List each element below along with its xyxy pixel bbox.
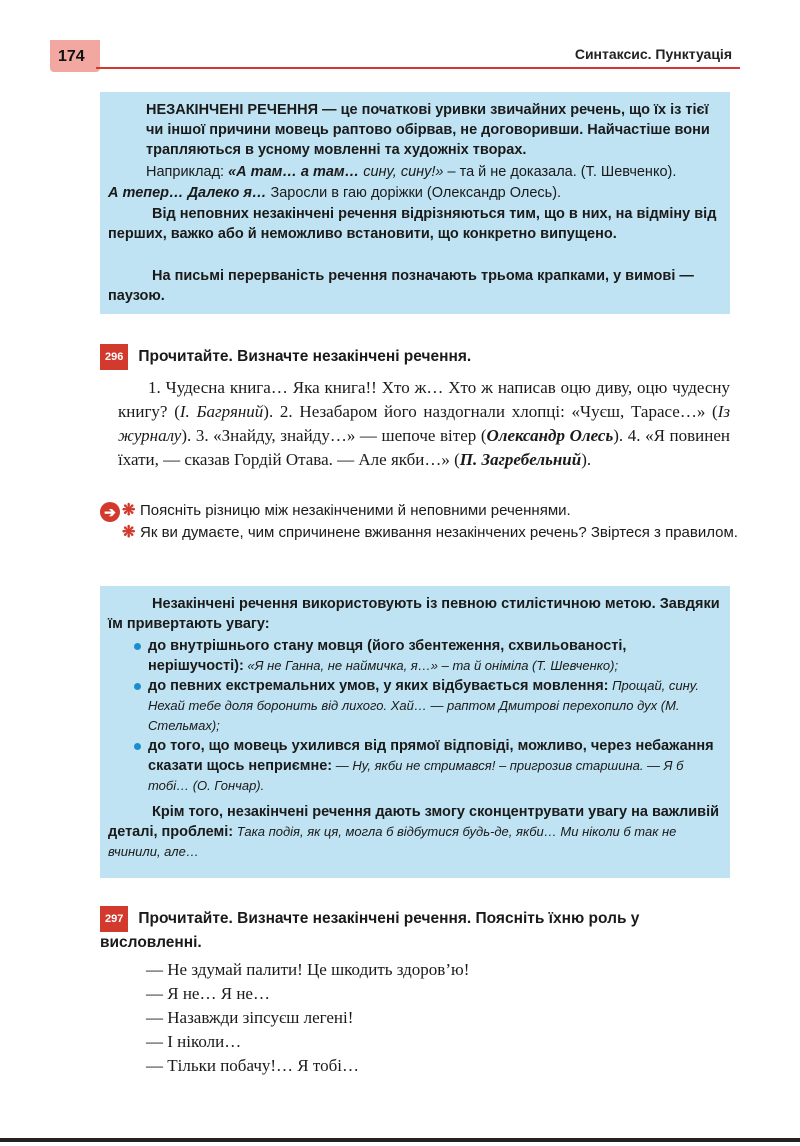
task-item-1-text: Поясніть різницю між незакінченими й неповними реченнями. — [140, 502, 571, 519]
task-item-2-text: Як ви думаєте, чим спричинене вживання незакінчених речень? Звіртеся з правилом. — [140, 524, 738, 541]
dialogue-line: — І ніколи… — [146, 1032, 242, 1051]
bullet-dot — [134, 643, 141, 650]
stylistic-bullet-3 — [122, 736, 722, 796]
stylistic-bullet-1 — [122, 636, 722, 676]
definition-term: НЕЗАКІНЧЕНІ РЕЧЕННЯ — [146, 102, 319, 118]
ex296-part-5: ). — [581, 450, 592, 469]
stylistic-bullets — [122, 636, 722, 796]
exercise-297-heading — [100, 906, 740, 954]
ex296-part-2: ). 2. Незабаром його наздогнали хлопці: «Чуєш, Тарасе…» ( — [263, 402, 718, 421]
example-quote-1c: – та й не доказала. (Т. Шевченко). — [443, 164, 677, 180]
exercise-297-title: Прочитайте. Визначте незакінчені речення. Поясніть їхню роль у висловленні. — [100, 910, 640, 951]
asterisk-icon: ❋ — [122, 502, 136, 519]
example-quote-1b: сину, сину!» — [359, 164, 444, 180]
task-item-2 — [100, 522, 740, 544]
bullet-1-bold: до внутрішнього стану мовця (його збентеження, схвильованості, нерішучості): — [148, 638, 627, 674]
dialogue-line: — Не здумай палити! Це шкодить здоров’ю! — [146, 960, 470, 979]
page-bottom-border — [0, 1138, 800, 1142]
dialogue-line: — Тільки побачу!… Я тобі… — [146, 1056, 359, 1075]
ex296-part-3: ). 3. «Знайду, знайду…» — шепоче вітер ( — [181, 426, 487, 445]
bullet-3-example: — Ну, якби не стримався! – пригрозив старшина. — Я б тобі… (О. Гончар). — [148, 758, 684, 793]
ex296-author-1: І. Багряний — [179, 402, 264, 421]
example-lead: Наприклад: — [146, 164, 229, 180]
exercise-297-dialogue — [146, 958, 646, 1078]
definition-text: — це початкові уривки звичайних речень, що їх із тієї чи іншої причини мовець раптово обірвав, не договоривши. Найчастіше вони трапляються в усному мовленні та художніх творах. — [146, 102, 710, 158]
exercise-296-text — [118, 376, 730, 472]
ex296-author-4: П. Загребельний — [459, 450, 582, 469]
example-quote-2b: Заросли в гаю доріжки (Олександр Олесь). — [266, 185, 562, 201]
task-item-1 — [100, 500, 740, 522]
rule-box-definition — [100, 92, 730, 314]
exercise-297-number: 297 — [100, 906, 128, 932]
stylistic-outro — [108, 802, 722, 862]
outro-example: Така подія, як ця, могла б відбутися будь-де, якби… Ми ніколи б так не вчинили, але… — [108, 824, 677, 859]
stylistic-bullet-2 — [122, 676, 722, 736]
bullet-1-example: «Я не Ганна, не наймичка, я…» – та й оніміла (Т. Шевченко); — [243, 658, 619, 673]
ex296-author-3: Олександр Олесь — [486, 426, 614, 445]
bullet-dot — [134, 683, 141, 690]
example-line — [146, 162, 716, 182]
ex296-part-4: ). 4. «Я повинен їхати, — сказав Гордій Отава. — Але якби…» ( — [118, 426, 730, 469]
definition-paragraph — [146, 100, 716, 160]
page-number-tab — [50, 40, 100, 72]
example-quote-1: «А там… а там… — [228, 164, 360, 180]
stylistic-intro: Незакінчені речення використовують із певною стилістичною метою. Завдяки їм привертають увагу: — [108, 596, 720, 632]
bullet-2-example: Прощай, сину. Нехай тебе доля боронить від лихого. Хай… — раптом Дмитрові перехопило дух (М. Стельмах); — [148, 678, 700, 733]
header-divider — [96, 67, 740, 69]
arrow-icon: ➔ — [100, 502, 120, 522]
example-line-2 — [108, 183, 718, 203]
dialogue-line: — Назавжди зіпсуєш легені! — [146, 1008, 354, 1027]
section-title: Синтаксис. Пунктуація — [574, 46, 732, 62]
difference-paragraph: Від неповних незакінчені речення відрізняються тим, що в них, на відміну від перших, важко або й неможливо встановити, що конкретно випущено. — [108, 206, 717, 242]
outro-bold: Крім того, незакінчені речення дають змогу сконцентрувати увагу на важливій деталі, проблемі: — [108, 804, 720, 840]
ex296-author-2: Із журналу — [118, 402, 731, 445]
bullet-dot — [134, 743, 141, 750]
bullet-3-bold: до того, що мовець ухилився від прямої відповіді, можливо, через небажання сказати щось неприємне: — [148, 738, 714, 774]
dialogue-line: — Я не… Я не… — [146, 984, 270, 1003]
asterisk-icon: ❋ — [122, 524, 136, 541]
punctuation-paragraph: На письмі перерваність речення позначають трьома крапками, у вимові — паузою. — [108, 268, 694, 304]
exercise-296-number: 296 — [100, 344, 128, 370]
ex296-part-1: 1. Чудесна книга… Яка книга!! Хто ж… Хто ж написав оцю диву, оцю чудесну книгу? ( — [118, 378, 730, 421]
bullet-2-bold: до певних екстремальних умов, у яких відбувається мовлення: — [148, 678, 609, 694]
example-quote-2: А тепер… Далеко я… — [108, 185, 267, 201]
page-number: 174 — [58, 48, 85, 65]
task-list — [100, 500, 740, 544]
exercise-296-heading — [100, 344, 740, 370]
rule-box-stylistic — [100, 586, 730, 878]
exercise-296-title: Прочитайте. Визначте незакінчені речення. — [138, 348, 472, 366]
